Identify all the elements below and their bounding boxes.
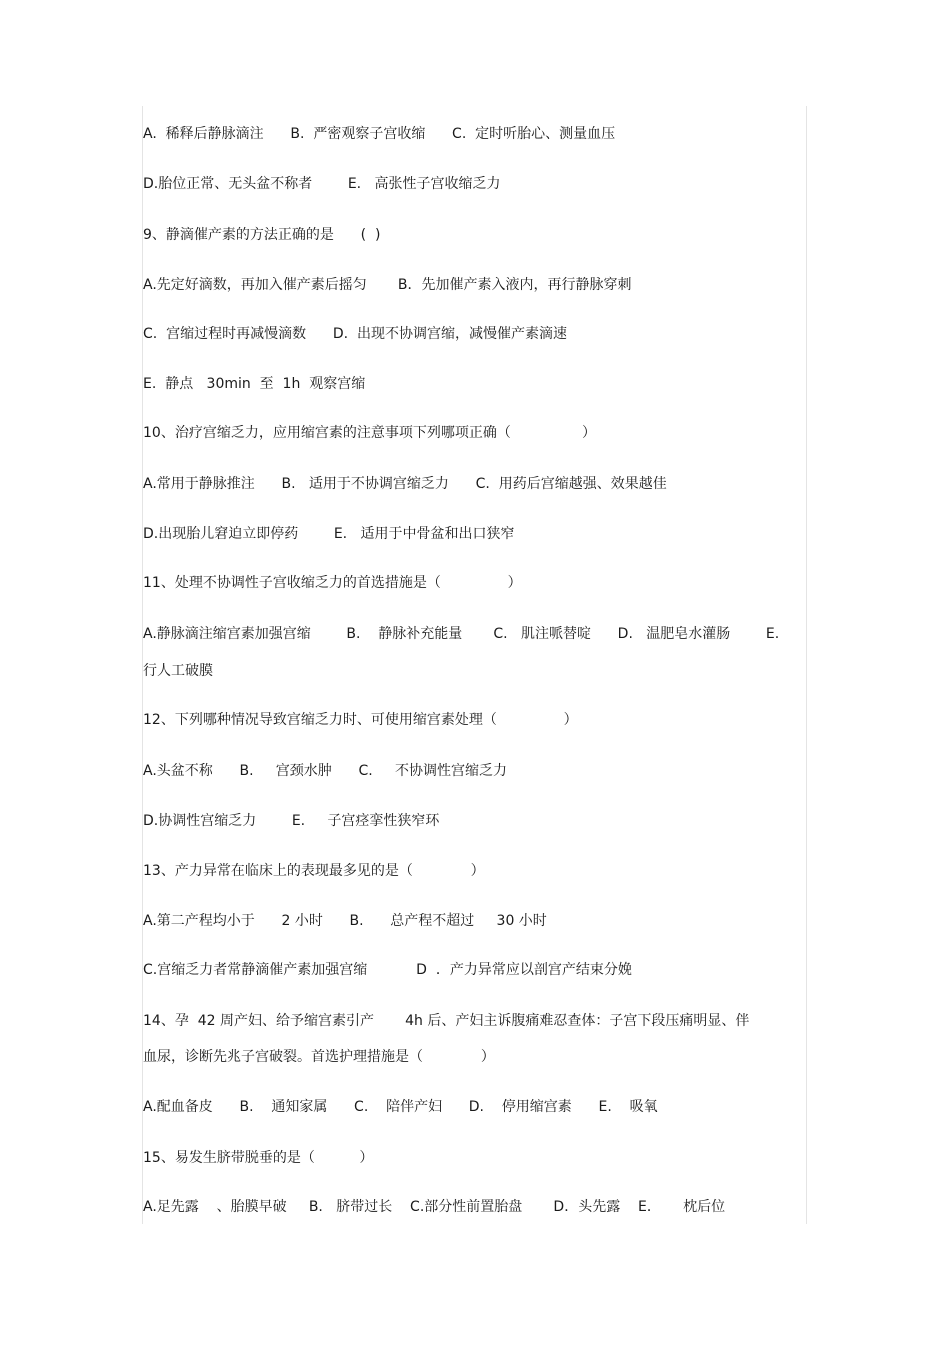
q13-options-ab: A.第二产程均小于 2 小时 B. 总产程不超过 30 小时 bbox=[143, 913, 547, 929]
q13-question: 13、产力异常在临床上的表现最多见的是（ ） bbox=[143, 863, 485, 879]
q10-options-de: D.出现胎儿窘迫立即停药 E. 适用于中骨盆和出口狭窄 bbox=[143, 526, 515, 542]
q11-question: 11、处理不协调性子宫收缩乏力的首选措施是（ ） bbox=[143, 575, 522, 591]
q14-options: A.配血备皮 B. 通知家属 C. 陪伴产妇 D. 停用缩宫素 E. 吸氧 bbox=[143, 1099, 658, 1115]
q15-question: 15、易发生脐带脱垂的是（ ） bbox=[143, 1150, 374, 1166]
q8-options-de: D.胎位正常、无头盆不称者 E. 高张性子宫收缩乏力 bbox=[143, 176, 501, 192]
q10-question: 10、治疗宫缩乏力，应用缩宫素的注意事项下列哪项正确（ ） bbox=[143, 425, 597, 441]
q12-options-abc: A.头盆不称 B. 宫颈水肿 C. 不协调性宫缩乏力 bbox=[143, 763, 507, 779]
q14-question: 14、孕 42 周产妇、给予缩宫素引产 4h 后、产妇主诉腹痛难忍查体：子宫下段压痛明显、伴 bbox=[143, 1013, 750, 1029]
q8-options-abc: A. 稀释后静脉滴注 B. 严密观察子宫收缩 C. 定时听胎心、测量血压 bbox=[143, 126, 616, 142]
q15-options: A.足先露 、胎膜早破 B. 脐带过长 C.部分性前置胎盘 D．头先露 E． 枕后位 bbox=[143, 1199, 726, 1215]
q14-question-cont: 血尿，诊断先兆子宫破裂。首选护理措施是（ ） bbox=[143, 1049, 495, 1065]
q11-options: A.静脉滴注缩宫素加强宫缩 B. 静脉补充能量 C. 肌注哌替啶 D. 温肥皂水灌肠 E. bbox=[143, 626, 780, 642]
q9-options-cd: C. 宫缩过程时再减慢滴数 D. 出现不协调宫缩，减慢催产素滴速 bbox=[143, 326, 567, 342]
q13-options-cd: C.宫缩乏力者常静滴催产素加强宫缩 D ．产力异常应以剖宫产结束分娩 bbox=[143, 962, 632, 978]
q12-options-de: D.协调性宫缩乏力 E. 子宫痉挛性狭窄环 bbox=[143, 813, 440, 829]
page-border-right bbox=[806, 106, 807, 1224]
q9-options-ab: A.先定好滴数，再加入催产素后摇匀 B．先加催产素入液内，再行静脉穿刺 bbox=[143, 277, 632, 293]
q9-option-e: E. 静点 30min 至 1h 观察宫缩 bbox=[143, 376, 366, 392]
q10-options-abc: A.常用于静脉推注 B. 适用于不协调宫缩乏力 C. 用药后宫缩越强、效果越佳 bbox=[143, 476, 667, 492]
q9-question: 9、静滴催产素的方法正确的是 ( ) bbox=[143, 227, 381, 243]
q12-question: 12、下列哪种情况导致宫缩乏力时、可使用缩宫素处理（ ） bbox=[143, 712, 578, 728]
q11-options-cont: 行人工破膜 bbox=[143, 663, 213, 679]
